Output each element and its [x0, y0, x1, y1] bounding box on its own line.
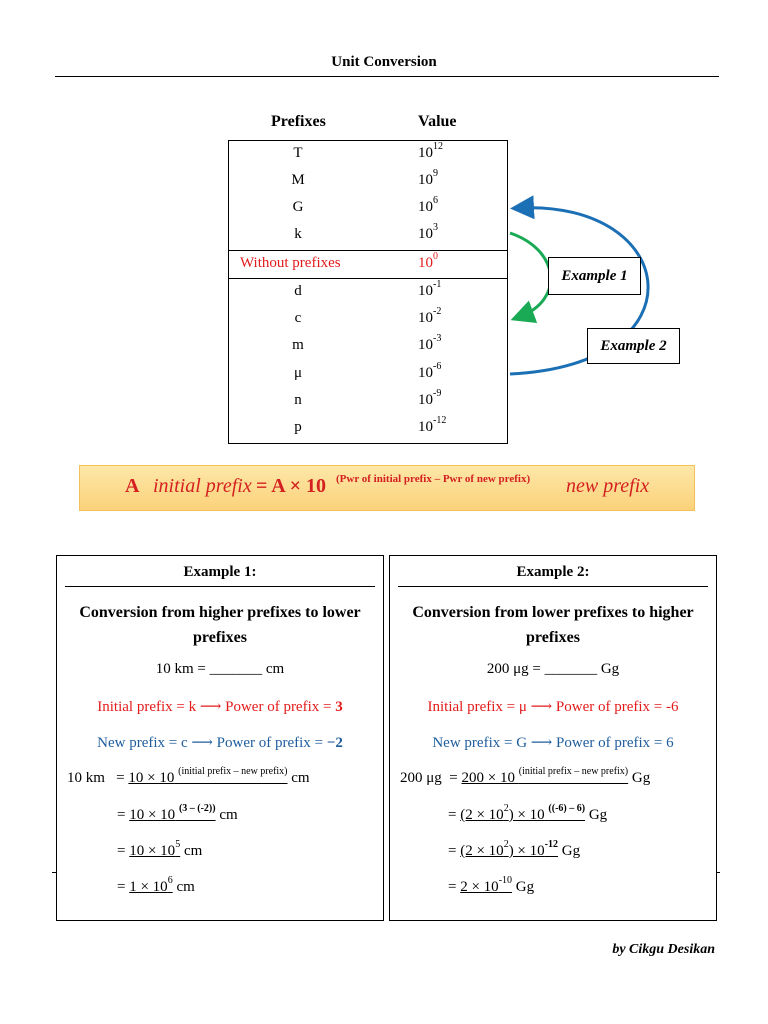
table-row [228, 222, 508, 249]
value-cell: $10^{-1}$ [418, 279, 442, 299]
table-row [228, 141, 508, 168]
prefix-cell: k [294, 226, 302, 242]
author-byline: by Cikgu Desikan [612, 942, 715, 957]
prefix-cell: c [294, 310, 302, 326]
example2-subtitle: Conversion from lower prefixes to higher prefixes [412, 604, 694, 646]
example2-step4: = $2 \times 10^{-10}$ Gg [448, 875, 535, 895]
value-cell: $10^{-12}$ [418, 415, 447, 435]
example2-heading: Example 2: [398, 564, 708, 587]
formula-a: A [125, 475, 140, 497]
example1-label: Example 1 [548, 257, 641, 295]
example1-step3: = $10 \times 10^5$ cm [117, 839, 203, 859]
prefix-cell: p [294, 419, 302, 435]
example1-panel [56, 555, 384, 921]
prefixes-header: Prefixes [271, 113, 326, 130]
value-header: Value [418, 113, 457, 130]
page-title: Unit Conversion [331, 54, 437, 70]
example2-step3: = $(2 \times 10^2) \times 10^{-12}$ Gg [448, 839, 581, 859]
table-row [228, 306, 508, 333]
value-cell: $10^{-6}$ [418, 361, 442, 381]
example2-question: 200 μg = _______ Gg [486, 661, 620, 677]
value-cell: $10^3$ [418, 222, 438, 242]
table-row [228, 195, 508, 222]
prefix-cell: G [292, 199, 304, 215]
example2-panel [389, 555, 717, 921]
formula-banner [79, 465, 695, 511]
example1-question: 10 km = _______ cm [155, 661, 285, 677]
prefix-cell: M [291, 172, 305, 188]
example2-step2: = $(2 \times 10^2) \times 10$ $^{((-6) - 6)}$ Gg [448, 803, 608, 823]
table-row-without-prefix [228, 251, 508, 278]
table-row [228, 388, 508, 415]
example1-new: New prefix = c ⟶ Power of prefix = −2 [97, 735, 343, 751]
value-cell: $10^{-3}$ [418, 333, 442, 353]
example1-step2: = 10 × 10 $^{(3 - (-2))}$ cm [117, 803, 238, 823]
prefix-cell: μ [293, 365, 303, 381]
prefix-cell: Without prefixes [240, 255, 341, 271]
formula-initial: initial prefix [153, 475, 252, 497]
example1-subtitle: Conversion from higher prefixes to lower prefixes [79, 604, 361, 646]
formula-new: new prefix [566, 475, 650, 497]
table-row [228, 415, 508, 442]
margin-mark [716, 872, 720, 873]
example2-new: New prefix = G ⟶ Power of prefix = 6 [432, 735, 674, 751]
table-row [228, 361, 508, 388]
margin-mark [52, 872, 56, 873]
example1-initial: Initial prefix = k ⟶ Power of prefix = 3 [97, 699, 343, 715]
example1-step1: 10 km = 10 × 10 $^{(initial prefix - new prefix)}$ cm [67, 766, 310, 786]
table-row [228, 333, 508, 360]
value-cell: $10^0$ [418, 251, 438, 271]
example2-label: Example 2 [587, 328, 680, 364]
prefix-cell: m [292, 337, 304, 353]
formula-power: (Pwr of initial prefix – Pwr of new prefix) [336, 473, 531, 485]
value-cell: $10^{-2}$ [418, 306, 442, 326]
example1-heading: Example 1: [65, 564, 375, 587]
example2-initial: Initial prefix = μ ⟶ Power of prefix = -6 [427, 699, 679, 715]
value-cell: $10^{12}$ [418, 141, 443, 161]
value-cell: $10^9$ [418, 168, 438, 188]
prefix-cell: d [294, 283, 302, 299]
example2-step1: 200 μg = 200 × 10 $^{(initial prefix - new prefix)}$ Gg [400, 766, 651, 786]
formula-eq: = A × 10 [256, 475, 327, 497]
value-cell: $10^6$ [418, 195, 438, 215]
example1-step4: = $1 \times 10^6$ cm [117, 875, 195, 895]
title-divider [55, 76, 719, 77]
prefix-cell: T [293, 145, 303, 161]
table-row [228, 279, 508, 306]
prefix-cell: n [294, 392, 302, 408]
example1-arrow [510, 233, 551, 317]
table-row [228, 168, 508, 195]
value-cell: $10^{-9}$ [418, 388, 442, 408]
